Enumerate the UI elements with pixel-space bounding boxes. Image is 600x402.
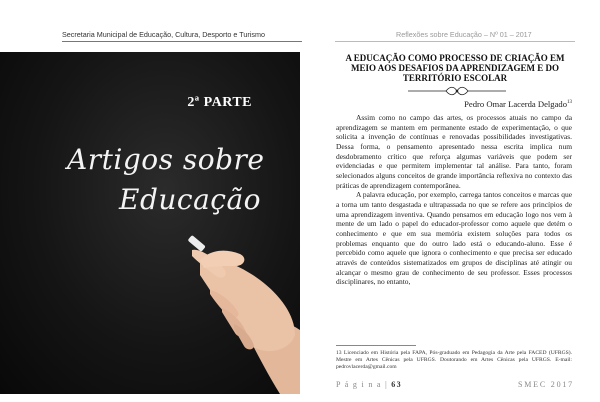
chalkboard-cover-image xyxy=(0,52,300,394)
chalk-stick xyxy=(188,235,206,252)
chalk-title-line1: Artigos sobre xyxy=(67,143,265,176)
chalk-title-line2: Educação xyxy=(119,183,262,216)
paragraph-1: Assim como no campo das artes, os processos atuais no campo da aprendizagem se mantem em permanente estado de experimentação, o que solicita a invenção de contínuas e renovadas possibilidades investigativas. Dessa forma, o pensamento apresentado nessa escrita implica num desdobramento crítico que reforça algumas variáveis que podem ser evidenciadas e que permitem implementar tal análise. Para tanto, foram selecionados alguns conceitos de grande importância reflexiva no contexto das práticas de aprendizagem contemporânea. xyxy=(336,113,572,190)
article-title: A EDUCAÇÃO COMO PROCESSO DE CRIAÇÃO EM MEIO AOS DESAFIOS DA APRENDIZAGEM E DO TERRITÓRIO ESCOLAR xyxy=(345,53,565,83)
right-running-header: Reflexões sobre Educação – Nº 01 – 2017 xyxy=(396,30,532,39)
publication-footer: SMEC 2017 xyxy=(518,380,574,389)
footnote: 13 Licenciado em História pela FAPA, Pós-graduado em Pedagogia da Arte pela FACED (UFRGS). Mestre em Artes Cênicas pela UFRGS. Doutorando em Artes Cênicas pela UFRGS. E-mail: pedrovlacerda@gmail.com xyxy=(336,350,572,371)
article-body xyxy=(336,113,572,287)
author-line xyxy=(464,99,572,109)
hand-with-chalk-illustration xyxy=(170,220,300,394)
paragraph-2: A palavra educação, por exemplo, carrega tantos conceitos e marcas que a torna um tanto desgastada e ultrapassada no que se refere aos princípios de uma aprendizagem inventiva. Quando pensamos em educação logo nos vem à mente de um lado o papel do educador-professor como aquele que detém o conhecimento e que em sua memória existem soluções para todos os problemas enquanto que do outro lado está o educando-aluno. Esse é percebido como aquele que ignora o conhecimento e que precisa ser educado através de conteúdos sistematizados em grupos de disciplinas até atingir ou alcançar o mesmo grau de conhecimento de seu professor. Esses processos disciplinares, no entanto, xyxy=(336,190,572,287)
right-header-rule xyxy=(335,41,575,42)
left-running-header: Secretaria Municipal de Educação, Cultura, Desporto e Turismo xyxy=(62,30,265,39)
author-name: Pedro Omar Lacerda Delgado xyxy=(464,99,567,109)
author-footnote-mark: 13 xyxy=(567,100,572,106)
footnote-rule xyxy=(336,345,416,346)
part-label: 2ª PARTE xyxy=(187,95,252,110)
left-header-rule xyxy=(62,41,302,42)
ornament-divider-icon xyxy=(408,86,506,96)
page-label: P á g i n a | xyxy=(336,380,388,389)
page-number: 63 xyxy=(391,380,402,389)
page-number-footer xyxy=(336,380,402,389)
